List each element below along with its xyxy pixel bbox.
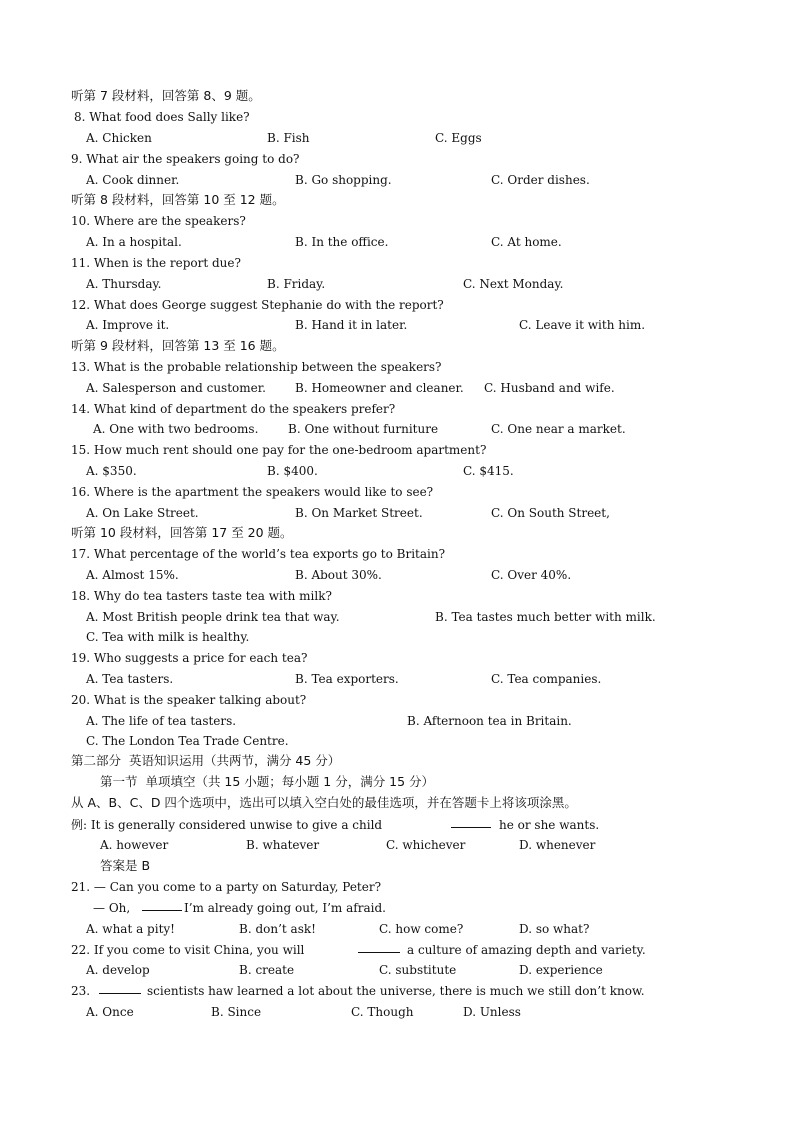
question-options — [0, 232, 794, 252]
question-options — [0, 503, 794, 523]
question-options — [0, 835, 794, 855]
option-c: C. One near a market. — [491, 422, 626, 436]
option-a: A. On Lake Street. — [86, 506, 199, 520]
question-stem: 21. — Can you come to a party on Saturday, Peter? — [71, 880, 382, 894]
question-options — [0, 1002, 794, 1022]
option-b: B. On Market Street. — [295, 506, 423, 520]
option-b: B. create — [239, 963, 295, 977]
question-options — [0, 669, 794, 689]
option-d: D. Unless — [463, 1005, 521, 1019]
option-c: C. Leave it with him. — [519, 318, 646, 332]
option-a: A. The life of tea tasters. — [86, 714, 237, 728]
section-heading: 听第 8 段材料，回答第 10 至 12 题。 — [71, 192, 285, 207]
question-stem: 15. How much rent should one pay for the one-bedroom apartment? — [71, 443, 487, 457]
option-a: A. Once — [86, 1005, 134, 1019]
option-b: B. don’t ask! — [239, 922, 316, 936]
question-stem: — Oh, I’m already going out, I’m afraid. — [0, 898, 794, 918]
option-a: A. Most British people drink tea that way. — [86, 610, 340, 624]
question-stem: 10. Where are the speakers? — [71, 214, 246, 228]
section-heading: 听第 9 段材料，回答第 13 至 16 题。 — [71, 338, 285, 353]
option-c: C. Next Monday. — [463, 277, 564, 291]
option-a: A. what a pity! — [86, 922, 175, 936]
option-b: B. Afternoon tea in Britain. — [407, 714, 572, 728]
option-a: A. Cook dinner. — [86, 173, 180, 187]
option-c: C. substitute — [379, 963, 457, 977]
option-b: B. Friday. — [267, 277, 326, 291]
question-options — [0, 731, 794, 751]
question-options — [0, 378, 794, 398]
question-stem: 19. Who suggests a price for each tea? — [71, 651, 308, 665]
option-b: B. $400. — [267, 464, 318, 478]
question-stem: 14. What kind of department do the speakers prefer? — [71, 402, 396, 416]
option-d: D. experience — [519, 963, 603, 977]
instructions: 从 A、B、C、D 四个选项中，选出可以填入空白处的最佳选项，并在答题卡上将该项涂黑。 — [71, 795, 577, 810]
question-options — [0, 919, 794, 939]
question-stem: 13. What is the probable relationship between the speakers? — [71, 360, 442, 374]
option-a: A. $350. — [86, 464, 137, 478]
question-options — [0, 461, 794, 481]
question-stem: 18. Why do tea tasters taste tea with milk? — [71, 589, 332, 603]
question-options — [0, 419, 794, 439]
answer-blank — [99, 981, 141, 994]
option-c: C. how come? — [379, 922, 464, 936]
option-c: C. Husband and wife. — [484, 381, 615, 395]
option-d: D. whenever — [519, 838, 596, 852]
question-options — [0, 627, 794, 647]
question-stem: 17. What percentage of the world’s tea exports go to Britain? — [71, 547, 446, 561]
question-stem: 16. Where is the apartment the speakers would like to see? — [71, 485, 434, 499]
example-stem: 例: It is generally considered unwise to give a child he or she wants. — [0, 815, 794, 835]
option-a: A. however — [100, 838, 169, 852]
question-options — [0, 170, 794, 190]
question-stem: 9. What air the speakers going to do? — [71, 152, 300, 166]
option-a: A. Thursday. — [86, 277, 162, 291]
option-a: A. Salesperson and customer. — [86, 381, 266, 395]
option-b: B. One without furniture — [288, 422, 439, 436]
option-c: C. Tea with milk is healthy. — [86, 630, 250, 644]
option-c: C. On South Street, — [491, 506, 610, 520]
option-c: C. The London Tea Trade Centre. — [86, 734, 289, 748]
question-stem: 12. What does George suggest Stephanie do with the report? — [71, 298, 444, 312]
question-options — [0, 607, 794, 627]
option-b: B. About 30%. — [295, 568, 382, 582]
question-options — [0, 274, 794, 294]
option-a: A. develop — [86, 963, 150, 977]
option-d: D. so what? — [519, 922, 590, 936]
option-c: C. Tea companies. — [491, 672, 602, 686]
option-b: B. Homeowner and cleaner. — [295, 381, 464, 395]
option-c: C. Eggs — [435, 131, 482, 145]
option-c: C. Though — [351, 1005, 414, 1019]
question-stem: 22. If you come to visit China, you will a culture of amazing depth and variety. — [0, 940, 794, 960]
answer-blank — [358, 940, 400, 953]
option-b: B. Go shopping. — [295, 173, 392, 187]
question-options — [0, 960, 794, 980]
part-heading: 第二部分 英语知识运用（共两节，满分 45 分） — [71, 753, 341, 768]
question-options — [0, 128, 794, 148]
option-a: A. In a hospital. — [86, 235, 182, 249]
question-options — [0, 315, 794, 335]
option-c: C. Over 40%. — [491, 568, 572, 582]
option-b: B. Tea tastes much better with milk. — [435, 610, 656, 624]
option-c: C. whichever — [386, 838, 466, 852]
answer-blank — [451, 815, 491, 828]
option-a: A. Tea tasters. — [86, 672, 174, 686]
section-heading: 听第 10 段材料，回答第 17 至 20 题。 — [71, 525, 293, 540]
question-stem: 11. When is the report due? — [71, 256, 241, 270]
option-c: C. At home. — [491, 235, 562, 249]
option-b: B. Fish — [267, 131, 310, 145]
option-b: B. Hand it in later. — [295, 318, 408, 332]
option-b: B. whatever — [246, 838, 320, 852]
question-stem: 23. scientists haw learned a lot about the universe, there is much we still don’t know. — [0, 981, 794, 1001]
option-c: C. $415. — [463, 464, 514, 478]
question-options — [0, 711, 794, 731]
subsection-heading: 第一节 单项填空（共 15 小题；每小题 1 分，满分 15 分） — [100, 774, 435, 789]
question-stem: 8. What food does Sally like? — [74, 110, 250, 124]
section-heading: 听第 7 段材料，回答第 8、9 题。 — [71, 88, 261, 103]
question-options — [0, 565, 794, 585]
option-b: B. Tea exporters. — [295, 672, 399, 686]
example-answer: 答案是 B — [100, 858, 151, 873]
option-a: A. Improve it. — [86, 318, 170, 332]
option-a: A. Chicken — [86, 131, 152, 145]
option-b: B. In the office. — [295, 235, 389, 249]
option-a: A. One with two bedrooms. — [93, 422, 259, 436]
option-a: A. Almost 15%. — [86, 568, 179, 582]
option-b: B. Since — [211, 1005, 262, 1019]
option-c: C. Order dishes. — [491, 173, 590, 187]
question-stem: 20. What is the speaker talking about? — [71, 693, 307, 707]
answer-blank — [142, 898, 182, 911]
